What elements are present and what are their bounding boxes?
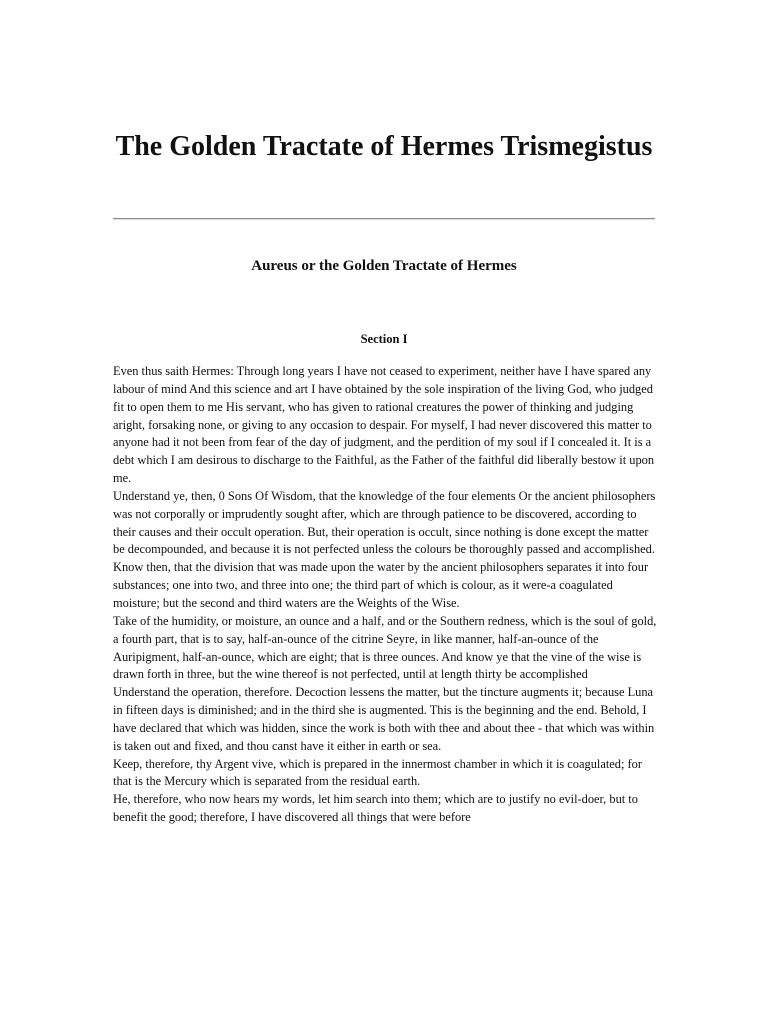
paragraph: Keep, therefore, thy Argent vive, which is prepared in the innermost chamber in which it is coagulated; for that is the Mercury which is separated from the residual earth. bbox=[113, 756, 642, 789]
paragraph: Understand ye, then, 0 Sons Of Wisdom, that the knowledge of the four elements Or the ancient philosophers was not corporally or imprudently sought after, which are through patience to be discovered, according to their causes and their occult operation. But, their operation is occult, since nothing is done except the matter be decompounded, and because it is not perfected unless the colours be thoroughly passed and accomplished. bbox=[113, 488, 656, 557]
document-title: The Golden Tractate of Hermes Trismegistus bbox=[115, 131, 653, 162]
paragraph: Even thus saith Hermes: Through long years I have not ceased to experiment, neither have I have spared any labour of mind And this science and art I have obtained by the sole inspiration of the living God, who judged fit to open them to me His servant, who has given to rational creatures the power of thinking and judging aright, forsaking none, or giving to any occasion to despair. For myself, I had never discovered this matter to anyone had it not been from fear of the day of judgment, and the perdition of my soul if I concealed it. It is a debt which I am desirous to discharge to the Faithful, as the Father of the faithful did liberally bestow it upon me. bbox=[113, 364, 655, 486]
title-divider bbox=[113, 218, 655, 220]
section-heading: Section I bbox=[360, 332, 408, 346]
paragraph: Take of the humidity, or moisture, an ounce and a half, and or the Southern redness, which is the soul of gold, a fourth part, that is to say, half-an-ounce of the citrine Seyre, in like manner, half-an-ounce of the Auripigment, half-an-ounce, which are eight; that is three ounces. And know ye that the vine of the wise is drawn forth in three, but the wine thereof is not perfected, until at length thirty be accomplished bbox=[113, 613, 657, 682]
document-subtitle: Aureus or the Golden Tractate of Hermes bbox=[251, 258, 517, 274]
paragraph: He, therefore, who now hears my words, let him search into them; which are to justify no evil-doer, but to benefit the good; therefore, I have discovered all things that were before bbox=[113, 792, 638, 825]
body-text bbox=[113, 363, 658, 827]
paragraph: Know then, that the division that was made upon the water by the ancient philosophers separates it into four substances; one into two, and three into one; the third part of which is colour, as it were-a coagulated moisture; but the second and third waters are the Weights of the Wise. bbox=[113, 560, 649, 610]
paragraph: Understand the operation, therefore. Decoction lessens the matter, but the tincture augments it; because Luna in fifteen days is diminished; and in the third she is augmented. This is the beginning and the end. Behold, I have declared that which was hidden, since the work is both with thee and about thee - that which was within is taken out and fixed, and thou canst have it either in earth or sea. bbox=[113, 685, 655, 753]
